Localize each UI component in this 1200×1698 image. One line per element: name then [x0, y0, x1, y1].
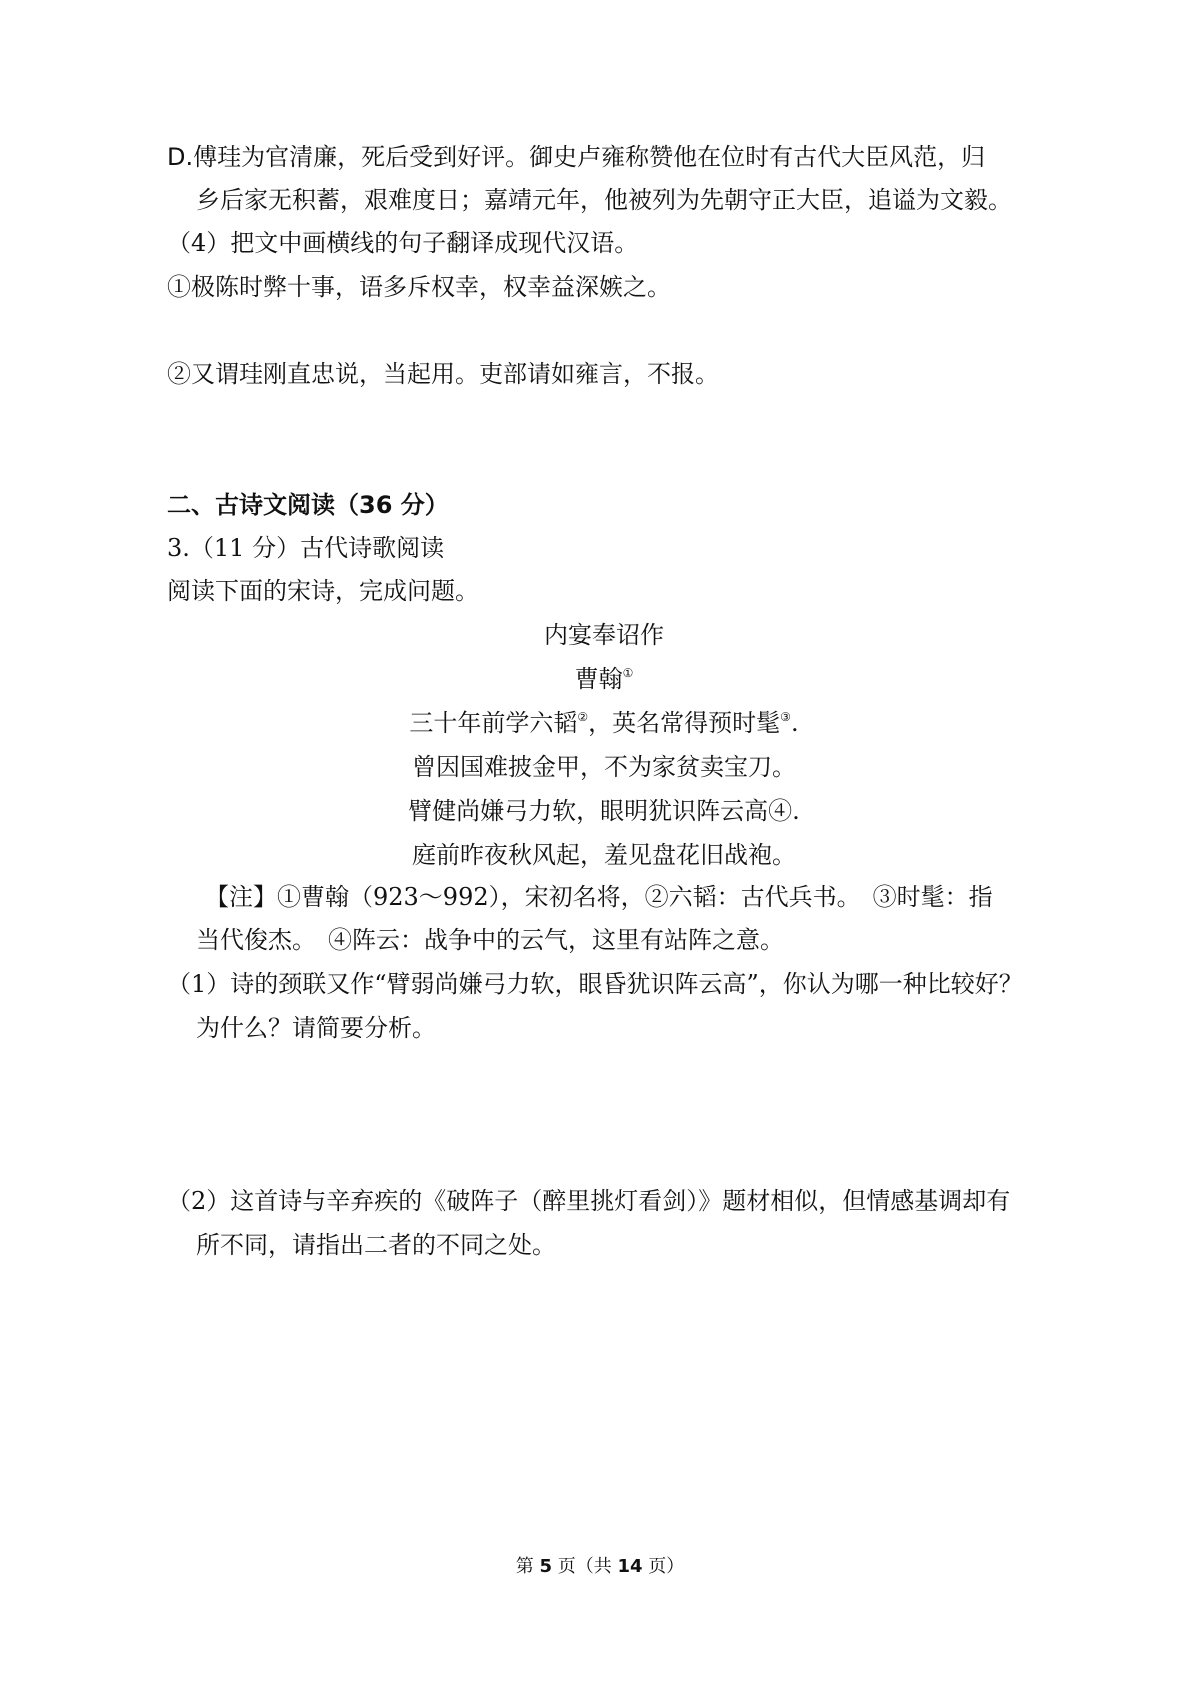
poem-line-4: 庭前昨夜秋风起，羞见盘花旧战袍。: [412, 841, 796, 869]
poem-author: [0, 662, 1200, 696]
q4-item-2: ②又谓珪刚直忠说，当起用。吏部请如雍言，不报。: [167, 360, 719, 388]
sub-question-2-line2: 所不同，请指出二者的不同之处。: [196, 1231, 556, 1259]
sub-question-2-line1: （2）这首诗与辛弃疾的《破阵子（醉里挑灯看剑）》题材相似，但情感基调却有: [167, 1187, 1011, 1215]
poem-title: 内宴奉诏作: [544, 621, 664, 649]
poem-note-marker-3: ③: [780, 710, 791, 724]
poem-note-line2: 当代俊杰。 ④阵云：战争中的云气，这里有站阵之意。: [196, 926, 784, 954]
footer-suffix: 页）: [642, 1556, 685, 1577]
reading-instruction: 阅读下面的宋诗，完成问题。: [167, 577, 479, 605]
poem-note-marker-2: ②: [577, 710, 589, 724]
q4-prompt: （4）把文中画横线的句子翻译成现代汉语。: [167, 229, 639, 257]
option-d-line2: 乡后家无积蓄，艰难度日；嘉靖元年，他被列为先朝守正大臣，追谥为文毅。: [196, 186, 1012, 214]
sub-question-1-line2: 为什么？请简要分析。: [196, 1014, 436, 1042]
page-footer: [0, 1555, 1200, 1579]
poem-line-1-part-c: .: [790, 709, 799, 737]
poem-author-name: 曹翰: [574, 665, 623, 693]
poem-line-2: 曾因国难披金甲，不为家贫卖宝刀。: [412, 753, 796, 781]
poem-line-1-part-a: 三十年前学六韬: [409, 709, 578, 737]
poem-line-3: 臂健尚嫌弓力软，眼明犹识阵云高④.: [408, 797, 800, 825]
poem-line-1-part-b: ，英名常得预时髦: [588, 709, 781, 737]
sub-question-1-line1: （1）诗的颈联又作“臂弱尚嫌弓力软，眼昏犹识阵云高”，你认为哪一种比较好？: [167, 970, 1023, 998]
option-d-label: D.: [167, 143, 194, 171]
option-d-line1: [167, 140, 985, 174]
footer-total-pages: 14: [617, 1556, 643, 1577]
footer-page-number: 5: [539, 1556, 552, 1577]
option-d-text-line1: 傅珪为官清廉，死后受到好评。御史卢雍称赞他在位时有古代大臣风范，归: [193, 143, 986, 171]
poem-line-1: [0, 706, 1200, 740]
footer-prefix: 第: [515, 1556, 540, 1577]
section-heading: 二、古诗文阅读（36 分）: [167, 491, 449, 519]
q4-item-1: ①极陈时弊十事，语多斥权幸，权幸益深嫉之。: [167, 273, 671, 301]
footer-middle: 页（共: [552, 1556, 618, 1577]
poem-note-line1: 【注】①曹翰（923～992），宋初名将，②六韬：古代兵书。 ③时髦：指: [205, 883, 993, 911]
question-3-title: 3.（11 分）古代诗歌阅读: [167, 534, 445, 562]
poem-author-note-marker: ①: [622, 666, 634, 680]
